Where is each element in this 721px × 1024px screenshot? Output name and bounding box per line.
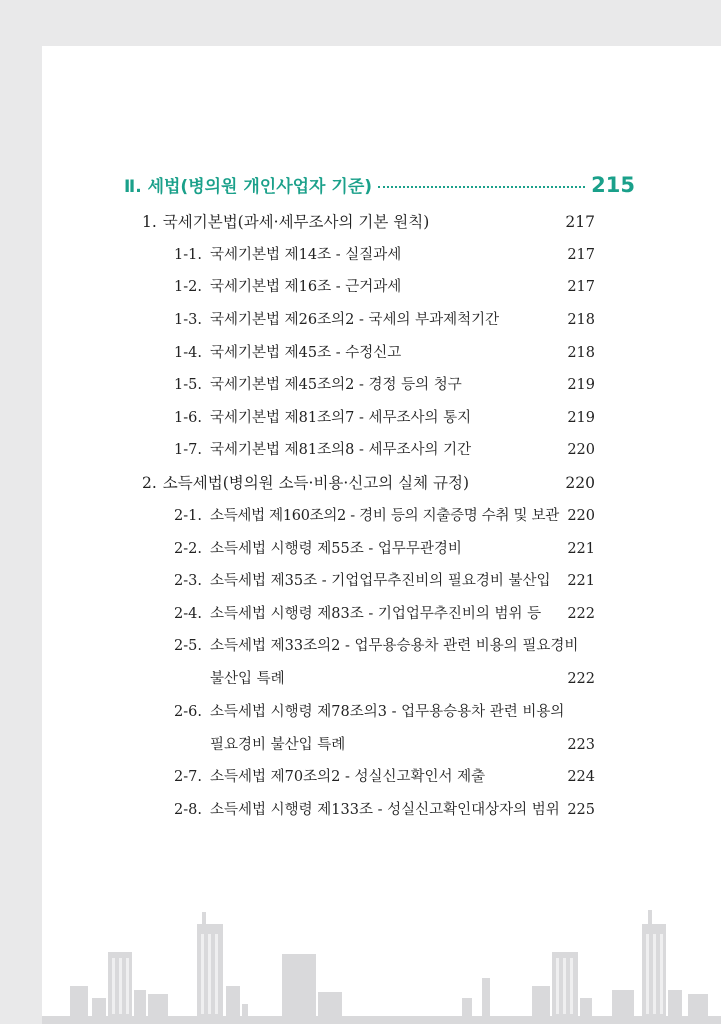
entry-page: 217 (565, 213, 595, 231)
entry-title: 소득세법(병의원 소득·비용·신고의 실체 규정) (162, 474, 470, 492)
entry-title: 국세기본법 제26조의2 - 국세의 부과제척기간 (210, 312, 500, 328)
entry-title: 소득세법 시행령 제133조 - 성실신고확인대상자의 범위 (210, 802, 560, 818)
entry-title: 소득세법 시행령 제78조의3 - 업무용승용차 관련 비용의 (210, 704, 565, 720)
toc-entry (174, 798, 595, 819)
entry-number: 1-2. (174, 279, 202, 295)
entry-number: 2-1. (174, 508, 202, 524)
entry-page: 222 (567, 671, 595, 687)
leader-dots (378, 186, 585, 188)
toc-entry (142, 210, 595, 232)
toc-entry (174, 406, 595, 427)
entry-number: 1-6. (174, 410, 202, 426)
entry-title: 국세기본법(과세·세무조사의 기본 원칙) (162, 213, 430, 231)
entry-title: 국세기본법 제81조의7 - 세무조사의 통지 (210, 410, 472, 426)
entry-number: 1-4. (174, 345, 202, 361)
toc-entry (174, 765, 595, 786)
toc-entry (174, 243, 595, 264)
entry-title: 소득세법 제160조의2 - 경비 등의 지출증명 수취 및 보관 (210, 508, 559, 524)
entry-number: 1-5. (174, 377, 202, 393)
entry-page: 217 (567, 247, 595, 263)
entry-title: 국세기본법 제45조의2 - 경정 등의 청구 (210, 377, 462, 393)
entry-page: 225 (567, 802, 595, 818)
entry-page: 221 (567, 573, 595, 589)
toc-entry (142, 471, 595, 493)
section-page: 215 (591, 173, 635, 197)
entry-title: 소득세법 시행령 제55조 - 업무무관경비 (210, 541, 462, 557)
city-skyline-illustration (42, 894, 721, 1024)
toc-entry (174, 602, 595, 623)
entry-page: 221 (567, 541, 595, 557)
entry-page: 219 (567, 377, 595, 393)
entry-title: 불산입 특례 (210, 671, 285, 687)
entry-page: 219 (567, 410, 595, 426)
entry-title: 국세기본법 제81조의8 - 세무조사의 기간 (210, 442, 472, 458)
entry-page: 220 (565, 474, 595, 492)
toc-entry-continuation (210, 667, 595, 688)
entry-number: 1-1. (174, 247, 202, 263)
entry-title: 국세기본법 제14조 - 실질과세 (210, 247, 402, 263)
entry-number: 2-6. (174, 704, 202, 720)
entry-number: 2-2. (174, 541, 202, 557)
entry-page: 217 (567, 279, 595, 295)
toc-entry-continuation (210, 733, 595, 754)
entry-title: 소득세법 제33조의2 - 업무용승용차 관련 비용의 필요경비 (210, 638, 579, 654)
entry-title: 필요경비 불산입 특례 (210, 737, 346, 753)
entry-number: 2-8. (174, 802, 202, 818)
section-title: Ⅱ. 세법(병의원 개인사업자 기준) (124, 177, 373, 197)
toc-entry (174, 537, 595, 558)
entry-number: 2-5. (174, 638, 202, 654)
entry-number: 1-3. (174, 312, 202, 328)
toc-entry (174, 569, 595, 590)
entry-number: 1. (142, 213, 157, 231)
entry-title: 소득세법 제35조 - 기업업무추진비의 필요경비 불산입 (210, 573, 551, 589)
entry-page: 222 (567, 606, 595, 622)
toc-entry (174, 341, 595, 362)
entry-number: 2. (142, 474, 157, 492)
entry-title: 소득세법 제70조의2 - 성실신고확인서 제출 (210, 769, 486, 785)
toc-entry (174, 308, 595, 329)
toc-entry (174, 438, 595, 459)
document-page (42, 46, 721, 1024)
toc-entry (174, 700, 595, 721)
entry-number: 1-7. (174, 442, 202, 458)
entry-title: 국세기본법 제16조 - 근거과세 (210, 279, 402, 295)
toc-entry (174, 634, 595, 655)
toc-entry (174, 373, 595, 394)
entry-page: 220 (567, 442, 595, 458)
entry-title: 국세기본법 제45조 - 수정신고 (210, 345, 402, 361)
toc-entry (174, 275, 595, 296)
entry-title: 소득세법 시행령 제83조 - 기업업무추진비의 범위 등 (210, 606, 542, 622)
entry-page: 218 (567, 345, 595, 361)
entry-page: 220 (567, 508, 595, 524)
entry-page: 218 (567, 312, 595, 328)
section-heading (124, 172, 635, 197)
entry-number: 2-7. (174, 769, 202, 785)
entry-page: 224 (567, 769, 595, 785)
entry-number: 2-4. (174, 606, 202, 622)
entry-number: 2-3. (174, 573, 202, 589)
toc-entry (174, 504, 595, 525)
entry-page: 223 (567, 737, 595, 753)
